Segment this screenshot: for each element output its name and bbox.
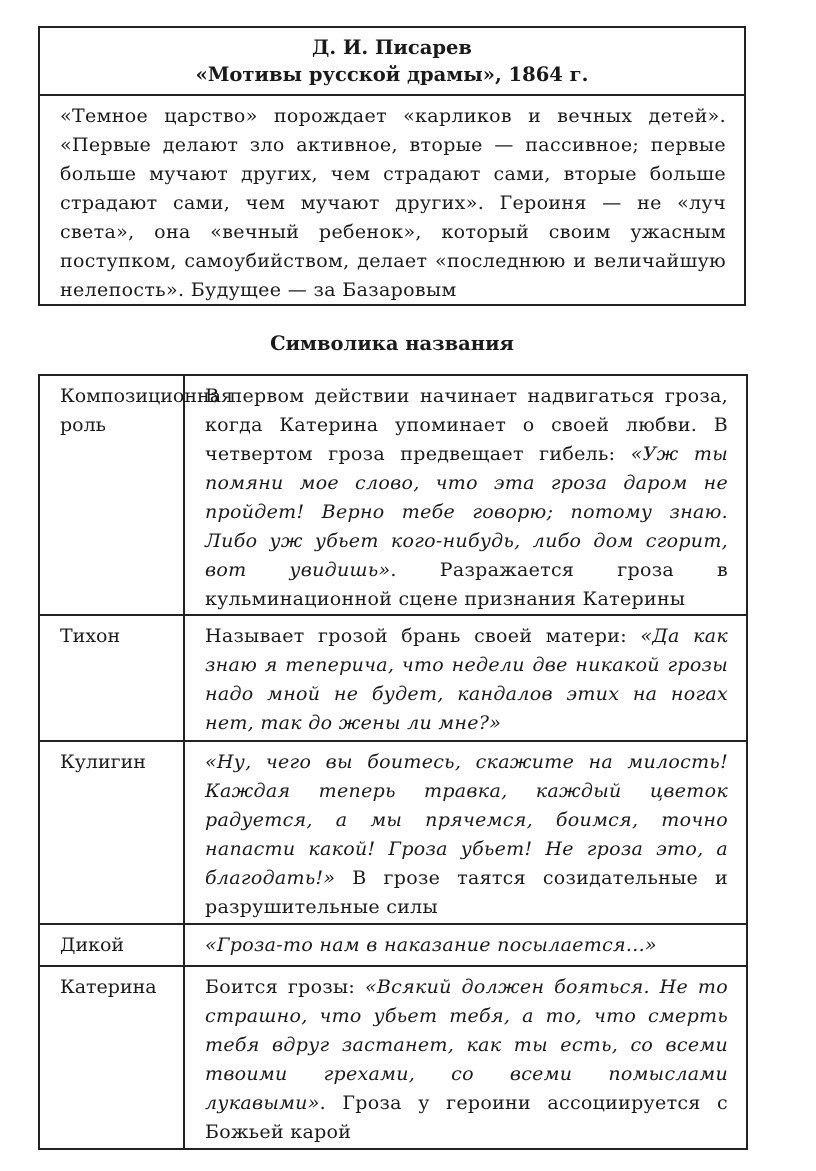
row-quote: «Всякий должен бояться. Не то страшно, что убьет тебя, а то, что смерть тебя вдруг застанет, как ты есть, со всеми твоими грехами, со всеми помыслами лукавыми» (205, 976, 728, 1114)
row-name: Композиционная роль (39, 375, 184, 615)
pisarev-work: «Мотивы русской драмы», 1864 г. (195, 63, 589, 86)
row-description (184, 966, 747, 1149)
row-description (184, 741, 747, 924)
row-name: Тихон (39, 615, 184, 741)
pisarev-header (40, 28, 744, 96)
table-row (39, 615, 747, 741)
row-name: Кулигин (39, 741, 184, 924)
row-text-after: В грозе таятся созидательные и разрушительные силы (205, 867, 728, 918)
symbolism-table (38, 374, 748, 1150)
row-quote: «Да как знаю я теперича, что недели две никакой грозы надо мной не будет, кандалов этих на ногах нет, так до жены ли мне?» (205, 625, 728, 734)
table-row (39, 375, 747, 615)
table-row (39, 966, 747, 1149)
row-name: Катерина (39, 966, 184, 1149)
row-text-before: Боится грозы: (205, 976, 365, 998)
row-text-after: . Гроза у героини ассоциируется с Божьей карой (205, 1092, 728, 1143)
row-quote: «Гроза-то нам в наказание посылается...» (205, 934, 657, 956)
pisarev-text: «Темное царство» порождает «карликов и вечных детей». «Первые делают зло активное, вторые — пассивное; первые больше мучают других, чем страдают сами, вторые больше страдают сами, чем мучают других». Героиня — не «луч света», она «вечный ребенок», который своим ужасным поступком, самоубийством, делает «последнюю и величайшую нелепость». Будущее — за Базаровым (60, 105, 726, 301)
row-quote: «Ну, чего вы боитесь, скажите на милость! Каждая теперь травка, каждый цветок радуется, а мы прячемся, боимся, точно напасти какой! Гроза убьет! Не гроза это, а благодать!» (205, 751, 728, 889)
row-quote: «Уж ты помяни мое слово, что эта гроза даром не пройдет! Верно тебе говорю; потому знаю. Либо уж убьет кого-нибудь, либо дом сгорит, вот увидишь» (205, 443, 728, 581)
pisarev-box (38, 26, 746, 306)
row-text-before: В первом действии начинает надвигаться гроза, когда Катерина упоминает о своей любви. В четвертом гроза предвещает гибель: (205, 385, 728, 465)
section-title: Символика названия (270, 332, 514, 355)
pisarev-author: Д. И. Писарев (312, 36, 472, 59)
row-description (184, 924, 747, 966)
table-row (39, 924, 747, 966)
row-name: Дикой (39, 924, 184, 966)
row-text-after: . Разражается гроза в кульминационной сцене признания Катерины (205, 559, 729, 610)
row-description (184, 615, 747, 741)
table-row (39, 741, 747, 924)
row-description (184, 375, 747, 615)
row-text-before: Называет грозой брань своей матери: (205, 625, 641, 647)
